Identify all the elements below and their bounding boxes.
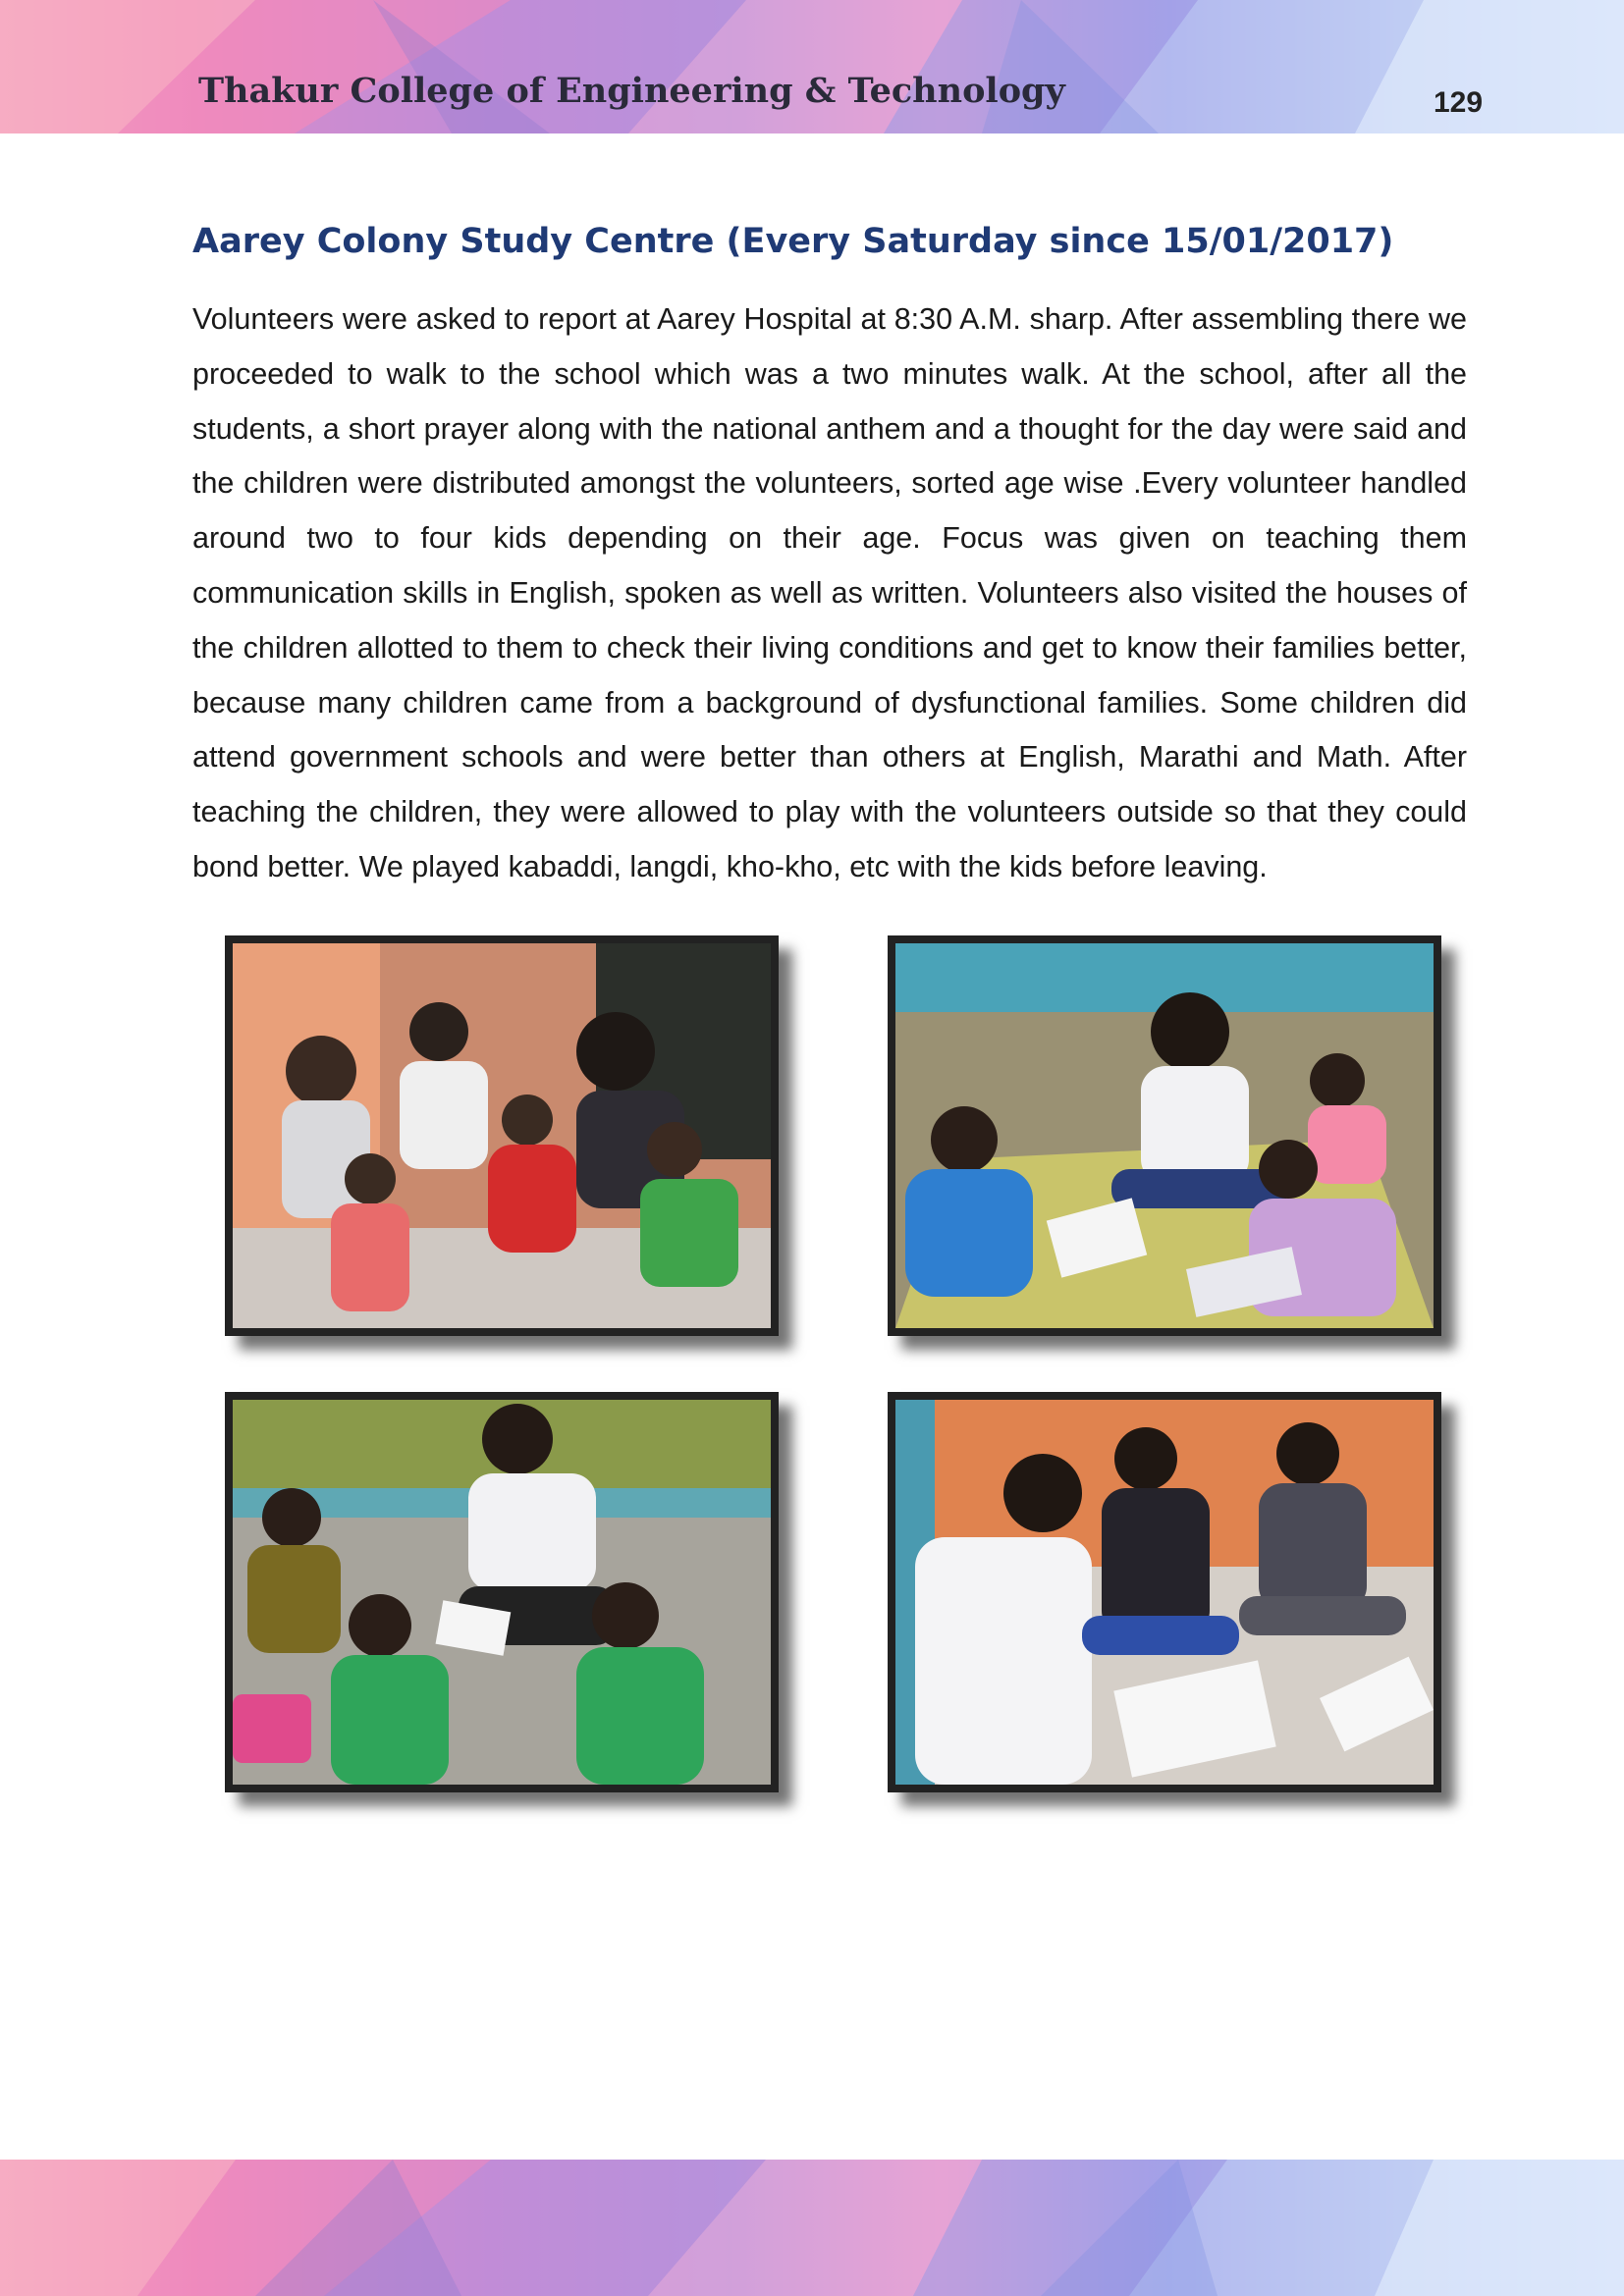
photo-3-image xyxy=(233,1400,771,1785)
photo-1 xyxy=(225,935,779,1336)
section-heading: Aarey Colony Study Centre (Every Saturday since 15/01/2017) xyxy=(192,222,1394,261)
page-number: 129 xyxy=(1434,86,1484,119)
photo-3 xyxy=(225,1392,779,1792)
header-title: Thakur College of Engineering & Technology xyxy=(198,71,1065,111)
header-banner-pattern xyxy=(0,0,1624,133)
footer-banner xyxy=(0,2160,1624,2296)
photo-2-image xyxy=(895,943,1434,1328)
photo-4-image xyxy=(895,1400,1434,1785)
photo-1-image xyxy=(233,943,771,1328)
section-body-text: Volunteers were asked to report at Aarey Hospital at 8:30 A.M. sharp. After assembling there we proceeded to walk to the school which was a two minutes walk. At the school, after all the students, a short prayer along with the national anthem and a thought for the day were said and the children were distributed amongst the volunteers, sorted age wise .Every volunteer handled around two to four kids depending on their age. Focus was given on teaching them communication skills in English, spoken as well as written. Volunteers also visited the houses of the children allotted to them to check their living conditions and get to know their families better, because many children came from a background of dysfunctional families. Some children did attend government schools and were better than others at English, Marathi and Math. After teaching the children, they were allowed to play with the volunteers outside so that they could bond better. We played kabaddi, langdi, kho-kho, etc with the kids before leaving. xyxy=(192,302,1467,883)
footer-banner-pattern xyxy=(0,2160,1624,2296)
photo-2 xyxy=(888,935,1441,1336)
photo-4 xyxy=(888,1392,1441,1792)
header-banner xyxy=(0,0,1624,133)
